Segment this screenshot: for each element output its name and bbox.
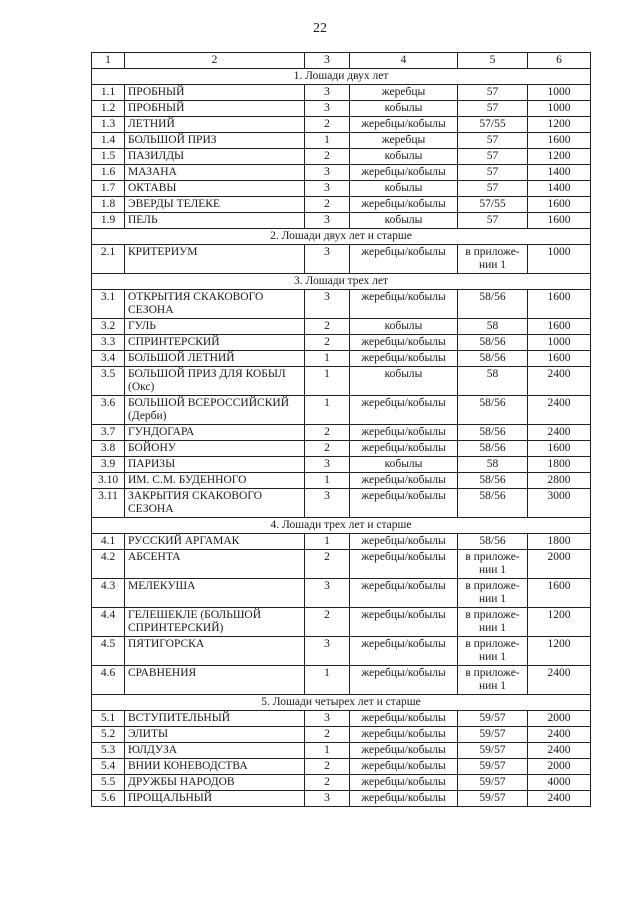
race-sex: жеребцы/кобылы — [350, 550, 458, 579]
race-sex: жеребцы/кобылы — [350, 396, 458, 425]
race-weight: в приложе-нии 1 — [458, 245, 528, 274]
race-distance: 2400 — [528, 791, 591, 807]
race-sex: жеребцы/кобылы — [350, 290, 458, 319]
race-name: ВНИИ КОНЕВОДСТВА — [125, 759, 305, 775]
races-table-body — [92, 53, 591, 807]
race-number: 4.1 — [92, 534, 125, 550]
race-weight: 58/56 — [458, 425, 528, 441]
table-header-row — [92, 53, 591, 69]
race-weight: 59/57 — [458, 759, 528, 775]
race-sex: жеребцы/кобылы — [350, 425, 458, 441]
section-title: 2. Лошади двух лет и старше — [92, 229, 591, 245]
race-name: ОТКРЫТИЯ СКАКОВОГО СЕЗОНА — [125, 290, 305, 319]
race-number: 4.6 — [92, 666, 125, 695]
race-sex: кобылы — [350, 181, 458, 197]
table-row — [92, 666, 591, 695]
table-row — [92, 425, 591, 441]
section-row — [92, 69, 591, 85]
race-number: 3.2 — [92, 319, 125, 335]
table-row — [92, 149, 591, 165]
race-group: 1 — [305, 666, 350, 695]
race-number: 1.2 — [92, 101, 125, 117]
race-number: 1.6 — [92, 165, 125, 181]
race-distance: 2000 — [528, 550, 591, 579]
column-header: 4 — [350, 53, 458, 69]
race-weight: 57 — [458, 101, 528, 117]
table-row — [92, 457, 591, 473]
race-name: ДРУЖБЫ НАРОДОВ — [125, 775, 305, 791]
race-group: 2 — [305, 608, 350, 637]
race-number: 2.1 — [92, 245, 125, 274]
race-number: 3.8 — [92, 441, 125, 457]
race-group: 3 — [305, 637, 350, 666]
race-name: ЗАКРЫТИЯ СКАКОВОГО СЕЗОНА — [125, 489, 305, 518]
race-sex: жеребцы/кобылы — [350, 197, 458, 213]
table-row — [92, 579, 591, 608]
race-name: ГЕЛЕШЕКЛЕ (БОЛЬШОЙ СПРИНТЕРСКИЙ) — [125, 608, 305, 637]
races-table — [91, 52, 591, 807]
race-group: 2 — [305, 775, 350, 791]
table-row — [92, 351, 591, 367]
race-sex: жеребцы — [350, 133, 458, 149]
table-row — [92, 743, 591, 759]
table-row — [92, 759, 591, 775]
race-distance: 1000 — [528, 245, 591, 274]
section-title: 3. Лошади трех лет — [92, 274, 591, 290]
table-row — [92, 85, 591, 101]
race-group: 2 — [305, 319, 350, 335]
race-name: ЛЕТНИЙ — [125, 117, 305, 133]
section-title: 4. Лошади трех лет и старше — [92, 518, 591, 534]
race-name: БОЛЬШОЙ ЛЕТНИЙ — [125, 351, 305, 367]
race-number: 3.6 — [92, 396, 125, 425]
race-name: ЭВЕРДЫ ТЕЛЕКЕ — [125, 197, 305, 213]
race-sex: жеребцы/кобылы — [350, 759, 458, 775]
table-row — [92, 727, 591, 743]
race-weight: 59/57 — [458, 727, 528, 743]
race-distance: 1600 — [528, 441, 591, 457]
race-weight: 58/56 — [458, 290, 528, 319]
race-sex: жеребцы/кобылы — [350, 666, 458, 695]
race-name: БОЛЬШОЙ ПРИЗ — [125, 133, 305, 149]
race-group: 3 — [305, 579, 350, 608]
race-number: 4.5 — [92, 637, 125, 666]
race-sex: жеребцы/кобылы — [350, 711, 458, 727]
race-weight: 58/56 — [458, 489, 528, 518]
race-number: 4.3 — [92, 579, 125, 608]
race-sex: жеребцы/кобылы — [350, 351, 458, 367]
section-row — [92, 695, 591, 711]
table-row — [92, 775, 591, 791]
race-weight: 59/57 — [458, 791, 528, 807]
race-weight: 57/55 — [458, 117, 528, 133]
race-sex: кобылы — [350, 457, 458, 473]
race-weight: 57 — [458, 85, 528, 101]
race-number: 5.1 — [92, 711, 125, 727]
race-group: 2 — [305, 335, 350, 351]
race-weight: 57 — [458, 133, 528, 149]
race-weight: 58 — [458, 457, 528, 473]
table-row — [92, 213, 591, 229]
table-row — [92, 473, 591, 489]
race-distance: 1800 — [528, 457, 591, 473]
race-distance: 2800 — [528, 473, 591, 489]
race-group: 3 — [305, 245, 350, 274]
table-row — [92, 117, 591, 133]
race-weight: 58/56 — [458, 351, 528, 367]
race-name: СПРИНТЕРСКИЙ — [125, 335, 305, 351]
table-row — [92, 396, 591, 425]
race-name: ПЯТИГОРСКА — [125, 637, 305, 666]
race-group: 3 — [305, 489, 350, 518]
race-number: 1.4 — [92, 133, 125, 149]
race-distance: 2400 — [528, 367, 591, 396]
race-number: 3.3 — [92, 335, 125, 351]
race-name: ПАЗИЛДЫ — [125, 149, 305, 165]
race-sex: жеребцы/кобылы — [350, 473, 458, 489]
race-group: 1 — [305, 351, 350, 367]
race-group: 2 — [305, 197, 350, 213]
race-sex: жеребцы/кобылы — [350, 335, 458, 351]
race-sex: жеребцы/кобылы — [350, 727, 458, 743]
race-sex: жеребцы/кобылы — [350, 534, 458, 550]
column-header: 5 — [458, 53, 528, 69]
race-distance: 2400 — [528, 743, 591, 759]
race-distance: 4000 — [528, 775, 591, 791]
column-header: 2 — [125, 53, 305, 69]
table-row — [92, 534, 591, 550]
race-weight: 58/56 — [458, 534, 528, 550]
section-row — [92, 274, 591, 290]
race-group: 2 — [305, 149, 350, 165]
race-weight: 57/55 — [458, 197, 528, 213]
race-distance: 1600 — [528, 351, 591, 367]
race-distance: 2400 — [528, 425, 591, 441]
race-distance: 2000 — [528, 759, 591, 775]
race-group: 2 — [305, 441, 350, 457]
race-name: МАЗАНА — [125, 165, 305, 181]
race-weight: 57 — [458, 165, 528, 181]
race-group: 2 — [305, 727, 350, 743]
race-distance: 1200 — [528, 637, 591, 666]
race-sex: кобылы — [350, 213, 458, 229]
race-name: ЮЛДУЗА — [125, 743, 305, 759]
race-name: МЕЛЕКУША — [125, 579, 305, 608]
race-group: 1 — [305, 534, 350, 550]
race-group: 2 — [305, 117, 350, 133]
race-weight: 59/57 — [458, 711, 528, 727]
race-weight: в приложе-нии 1 — [458, 550, 528, 579]
race-weight: 57 — [458, 213, 528, 229]
race-name: ПРОЩАЛЬНЫЙ — [125, 791, 305, 807]
race-distance: 1400 — [528, 181, 591, 197]
race-distance: 1600 — [528, 133, 591, 149]
section-row — [92, 229, 591, 245]
race-group: 2 — [305, 759, 350, 775]
race-sex: кобылы — [350, 101, 458, 117]
race-name: ОКТАВЫ — [125, 181, 305, 197]
race-number: 5.4 — [92, 759, 125, 775]
race-number: 1.5 — [92, 149, 125, 165]
race-sex: жеребцы — [350, 85, 458, 101]
race-group: 2 — [305, 425, 350, 441]
race-number: 3.11 — [92, 489, 125, 518]
race-name: БОЛЬШОЙ ПРИЗ ДЛЯ КОБЫЛ (Окс) — [125, 367, 305, 396]
race-distance: 1400 — [528, 165, 591, 181]
race-distance: 2400 — [528, 396, 591, 425]
race-name: ГУНДОГАРА — [125, 425, 305, 441]
race-group: 3 — [305, 181, 350, 197]
race-distance: 1200 — [528, 117, 591, 133]
race-distance: 1600 — [528, 213, 591, 229]
race-weight: 58/56 — [458, 396, 528, 425]
race-number: 1.8 — [92, 197, 125, 213]
table-row — [92, 711, 591, 727]
table-row — [92, 335, 591, 351]
race-number: 3.4 — [92, 351, 125, 367]
section-title: 5. Лошади четырех лет и старше — [92, 695, 591, 711]
race-group: 3 — [305, 290, 350, 319]
page-number: 22 — [313, 21, 327, 36]
race-distance: 1000 — [528, 101, 591, 117]
race-group: 1 — [305, 396, 350, 425]
race-sex: кобылы — [350, 149, 458, 165]
race-number: 1.7 — [92, 181, 125, 197]
race-number: 4.4 — [92, 608, 125, 637]
table-row — [92, 791, 591, 807]
race-weight: 58/56 — [458, 473, 528, 489]
race-sex: жеребцы/кобылы — [350, 743, 458, 759]
race-weight: 59/57 — [458, 775, 528, 791]
table-row — [92, 245, 591, 274]
race-number: 3.7 — [92, 425, 125, 441]
race-weight: в приложе-нии 1 — [458, 608, 528, 637]
race-number: 3.10 — [92, 473, 125, 489]
table-row — [92, 608, 591, 637]
race-group: 3 — [305, 457, 350, 473]
race-group: 2 — [305, 550, 350, 579]
race-number: 4.2 — [92, 550, 125, 579]
race-distance: 1600 — [528, 319, 591, 335]
column-header: 6 — [528, 53, 591, 69]
race-group: 3 — [305, 165, 350, 181]
race-weight: в приложе-нин 1 — [458, 666, 528, 695]
race-distance: 1800 — [528, 534, 591, 550]
race-distance: 1200 — [528, 149, 591, 165]
race-name: ГУЛЬ — [125, 319, 305, 335]
race-sex: жеребцы/кобылы — [350, 245, 458, 274]
section-row — [92, 518, 591, 534]
section-title: 1. Лошади двух лет — [92, 69, 591, 85]
column-header: 3 — [305, 53, 350, 69]
race-number: 5.6 — [92, 791, 125, 807]
race-distance: 2000 — [528, 711, 591, 727]
race-sex: кобылы — [350, 319, 458, 335]
race-distance: 1200 — [528, 608, 591, 637]
column-header: 1 — [92, 53, 125, 69]
race-name: ПРОБНЫЙ — [125, 101, 305, 117]
table-row — [92, 319, 591, 335]
race-distance: 1600 — [528, 197, 591, 213]
table-row — [92, 133, 591, 149]
race-group: 1 — [305, 743, 350, 759]
race-group: 3 — [305, 711, 350, 727]
race-number: 5.5 — [92, 775, 125, 791]
race-name: БОЙОНУ — [125, 441, 305, 457]
table-row — [92, 637, 591, 666]
table-row — [92, 367, 591, 396]
race-distance: 3000 — [528, 489, 591, 518]
race-group: 3 — [305, 101, 350, 117]
race-name: БОЛЬШОЙ ВСЕРОССИЙСКИЙ (Дерби) — [125, 396, 305, 425]
table-row — [92, 290, 591, 319]
race-number: 1.9 — [92, 213, 125, 229]
race-sex: жеребцы/кобылы — [350, 775, 458, 791]
race-distance: 1000 — [528, 335, 591, 351]
race-number: 5.2 — [92, 727, 125, 743]
table-row — [92, 197, 591, 213]
race-group: 1 — [305, 473, 350, 489]
race-name: ПЕЛЬ — [125, 213, 305, 229]
race-sex: жеребцы/кобылы — [350, 441, 458, 457]
table-row — [92, 101, 591, 117]
race-name: ИМ. С.М. БУДЕННОГО — [125, 473, 305, 489]
race-name: ПРОБНЫЙ — [125, 85, 305, 101]
race-number: 3.1 — [92, 290, 125, 319]
race-sex: жеребцы/кобылы — [350, 791, 458, 807]
race-distance: 1000 — [528, 85, 591, 101]
race-name: ПАРИЗЫ — [125, 457, 305, 473]
race-sex: жеребцы/кобылы — [350, 165, 458, 181]
race-group: 3 — [305, 791, 350, 807]
race-group: 3 — [305, 85, 350, 101]
race-name: КРИТЕРИУМ — [125, 245, 305, 274]
race-weight: в приложе-нии 1 — [458, 637, 528, 666]
table-row — [92, 165, 591, 181]
table-row — [92, 441, 591, 457]
race-number: 3.9 — [92, 457, 125, 473]
race-weight: 58/56 — [458, 441, 528, 457]
race-name: РУССКИЙ АРГАМАК — [125, 534, 305, 550]
race-sex: жеребцы/кобылы — [350, 637, 458, 666]
race-sex: жеребцы/кобылы — [350, 489, 458, 518]
race-group: 1 — [305, 133, 350, 149]
race-weight: 57 — [458, 181, 528, 197]
race-group: 3 — [305, 213, 350, 229]
race-distance: 1600 — [528, 579, 591, 608]
table-row — [92, 489, 591, 518]
race-number: 5.3 — [92, 743, 125, 759]
race-sex: жеребцы/кобылы — [350, 608, 458, 637]
race-name: СРАВНЕНИЯ — [125, 666, 305, 695]
race-distance: 2400 — [528, 666, 591, 695]
race-weight: 58/56 — [458, 335, 528, 351]
race-distance: 2400 — [528, 727, 591, 743]
race-weight: 58 — [458, 367, 528, 396]
race-sex: жеребцы/кобылы — [350, 117, 458, 133]
race-sex: кобылы — [350, 367, 458, 396]
table-row — [92, 550, 591, 579]
race-weight: 59/57 — [458, 743, 528, 759]
race-weight: в приложе-нии 1 — [458, 579, 528, 608]
race-distance: 1600 — [528, 290, 591, 319]
race-name: ЭЛИТЫ — [125, 727, 305, 743]
race-weight: 57 — [458, 149, 528, 165]
race-weight: 58 — [458, 319, 528, 335]
table-row — [92, 181, 591, 197]
race-name: АБСЕНТА — [125, 550, 305, 579]
race-number: 1.1 — [92, 85, 125, 101]
race-number: 3.5 — [92, 367, 125, 396]
race-sex: жеребцы/кобылы — [350, 579, 458, 608]
race-number: 1.3 — [92, 117, 125, 133]
race-group: 1 — [305, 367, 350, 396]
race-name: ВСТУПИТЕЛЬНЫЙ — [125, 711, 305, 727]
